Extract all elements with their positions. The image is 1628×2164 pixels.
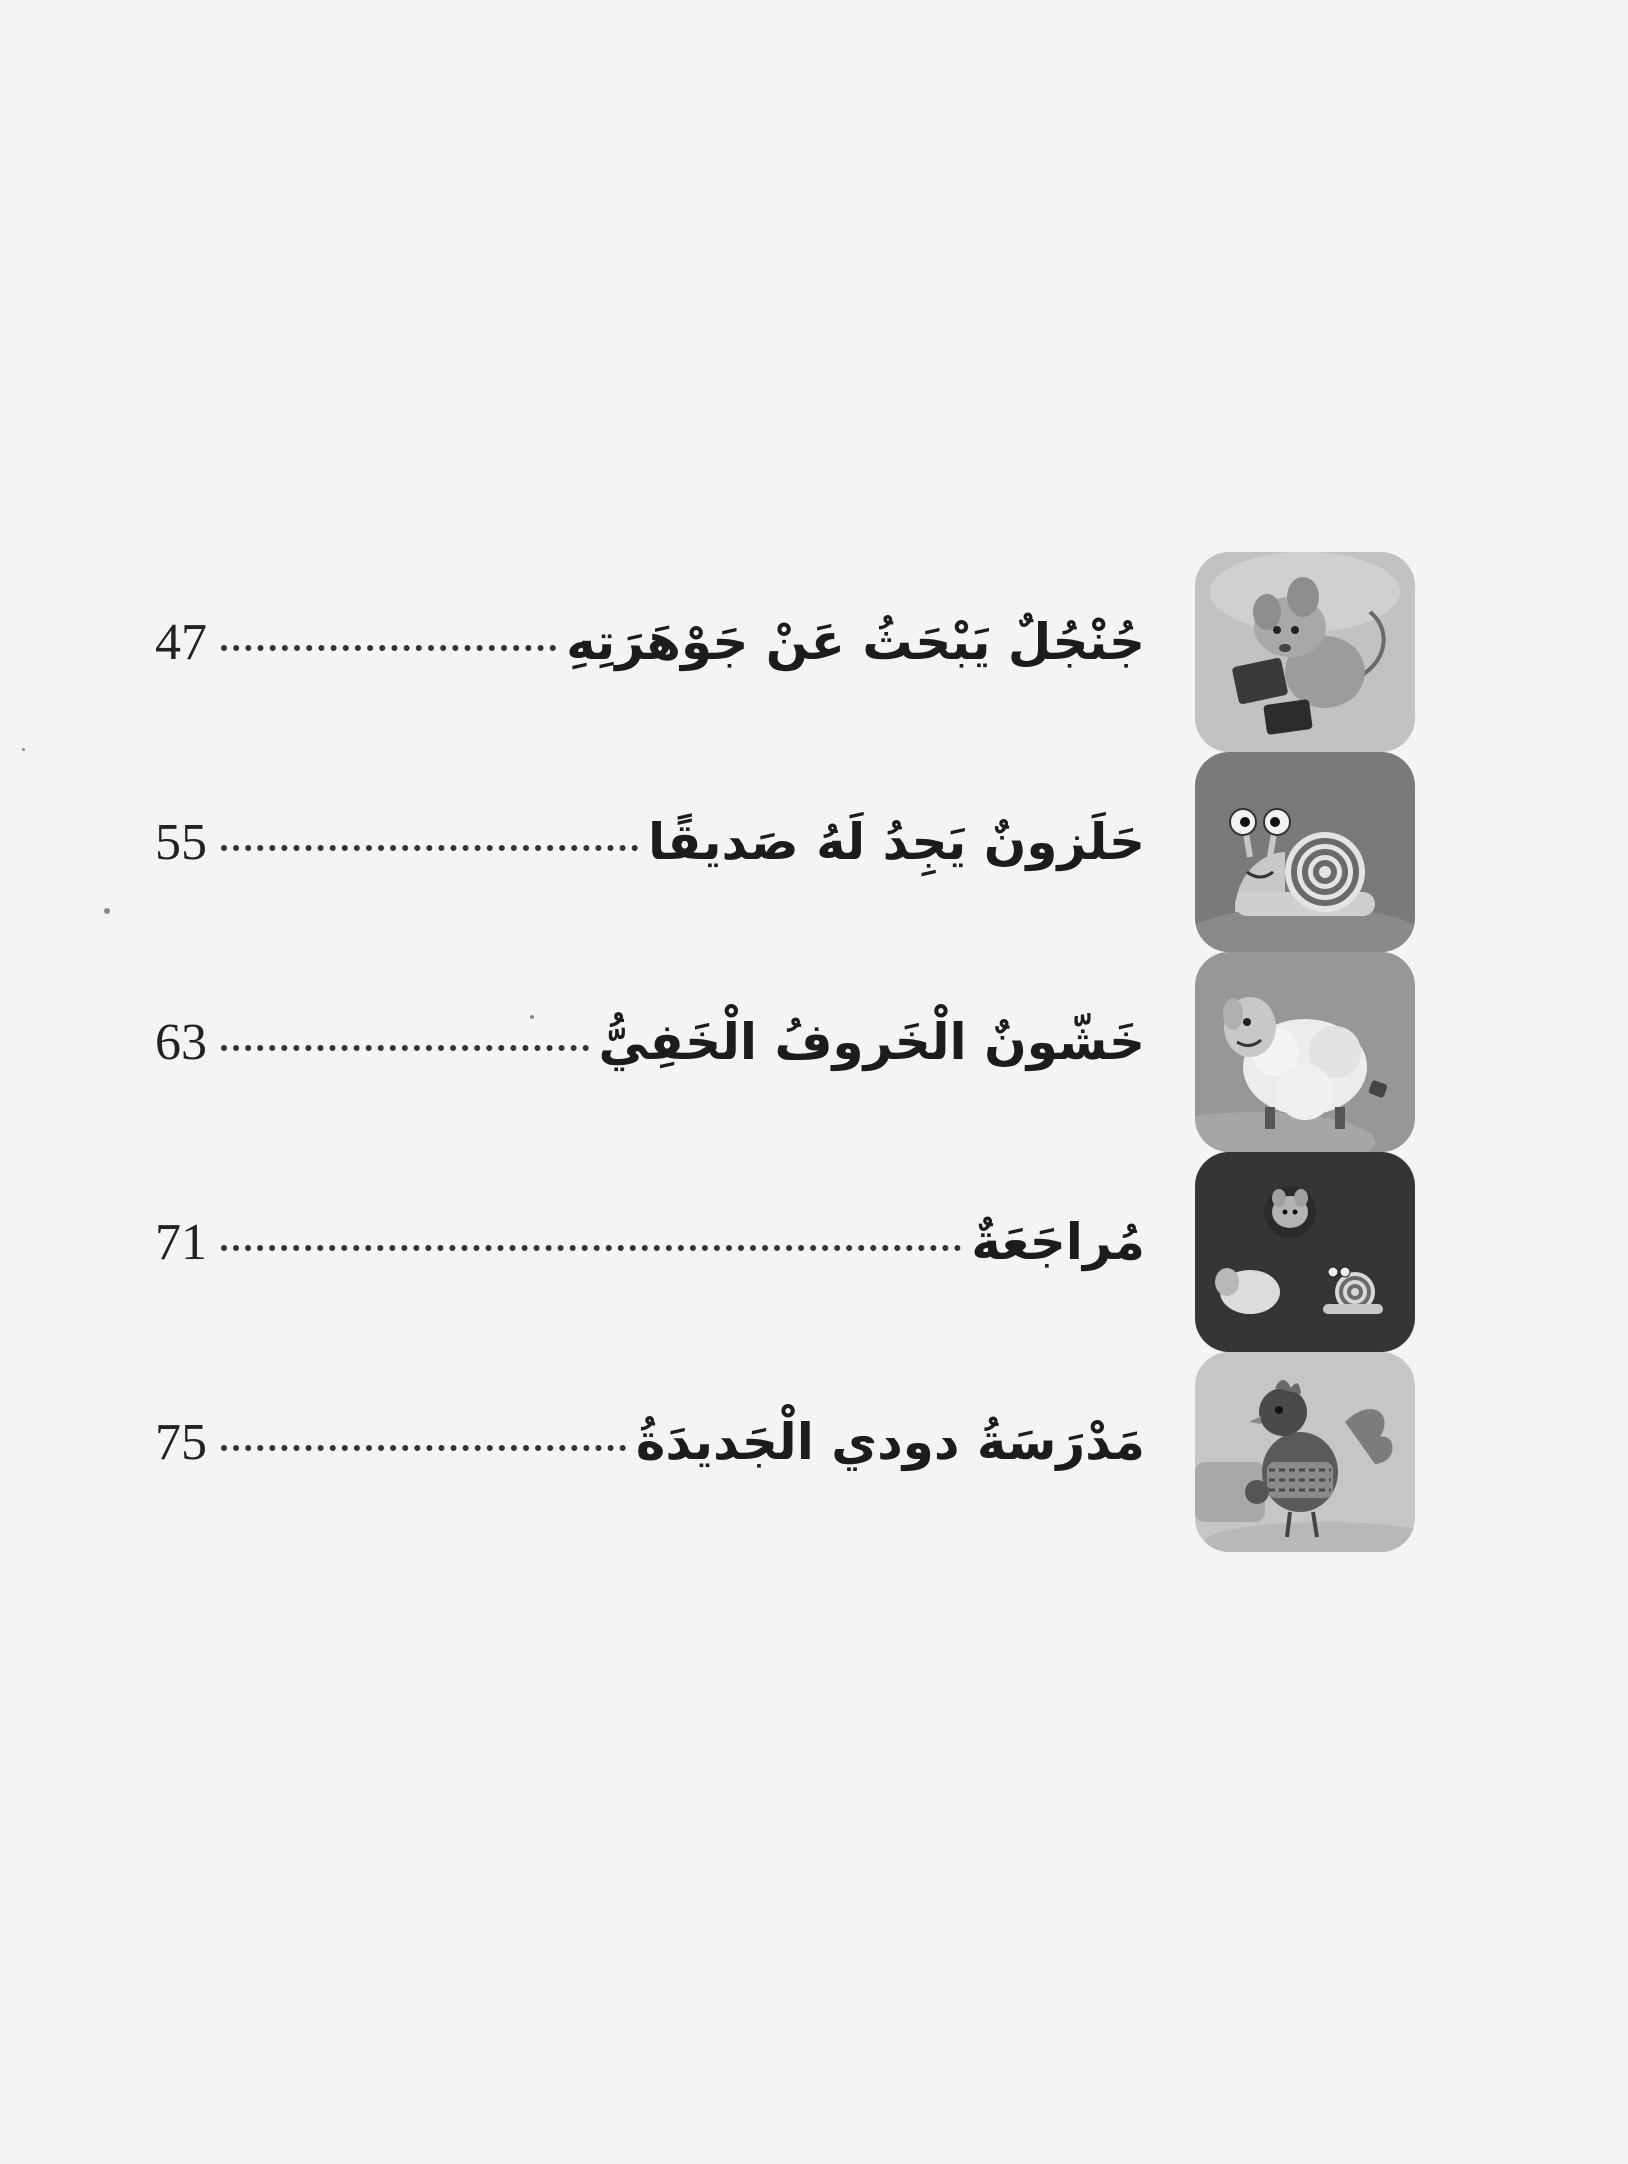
toc-entry-title: مَدْرَسَةُ دودي الْجَديدَةُ bbox=[635, 1413, 1145, 1471]
toc-page-number: 47 bbox=[155, 614, 207, 671]
toc-dot-leader bbox=[221, 845, 638, 851]
toc-dot-leader bbox=[221, 1445, 626, 1451]
review-animals-illustration-icon bbox=[1195, 1152, 1415, 1352]
sheep-illustration-icon bbox=[1195, 952, 1415, 1152]
toc-page-number: 75 bbox=[155, 1414, 207, 1471]
toc-page-number: 55 bbox=[155, 814, 207, 871]
snail-illustration-icon bbox=[1195, 752, 1415, 952]
toc-entry[interactable] bbox=[0, 952, 1628, 1152]
toc-entry-title: خَشّونٌ الْخَروفُ الْخَفِيُّ bbox=[598, 1013, 1145, 1071]
toc-entry[interactable] bbox=[0, 1352, 1628, 1552]
mouse-illustration-icon bbox=[1195, 552, 1415, 752]
toc-dot-leader bbox=[221, 1045, 589, 1051]
toc-entry-line bbox=[155, 1002, 1145, 1082]
toc-entry-title: مُراجَعَةٌ bbox=[971, 1213, 1145, 1271]
toc-entry-title: جُنْجُلٌ يَبْحَثُ عَنْ جَوْهَرَتِهِ bbox=[566, 613, 1145, 671]
toc-entry-line bbox=[155, 1402, 1145, 1482]
toc-entry-title: حَلَزونٌ يَجِدُ لَهُ صَديقًا bbox=[647, 813, 1145, 871]
toc-entry-line bbox=[155, 602, 1145, 682]
toc-page-number: 63 bbox=[155, 1014, 207, 1071]
toc-entry[interactable] bbox=[0, 552, 1628, 752]
toc-dot-leader bbox=[221, 645, 556, 651]
toc-entry[interactable] bbox=[0, 1152, 1628, 1352]
toc-entry[interactable] bbox=[0, 752, 1628, 952]
rooster-illustration-icon bbox=[1195, 1352, 1415, 1552]
toc-page-number: 71 bbox=[155, 1214, 207, 1271]
toc-dot-leader bbox=[221, 1245, 961, 1251]
toc-entry-line bbox=[155, 1202, 1145, 1282]
toc-entry-line bbox=[155, 802, 1145, 882]
